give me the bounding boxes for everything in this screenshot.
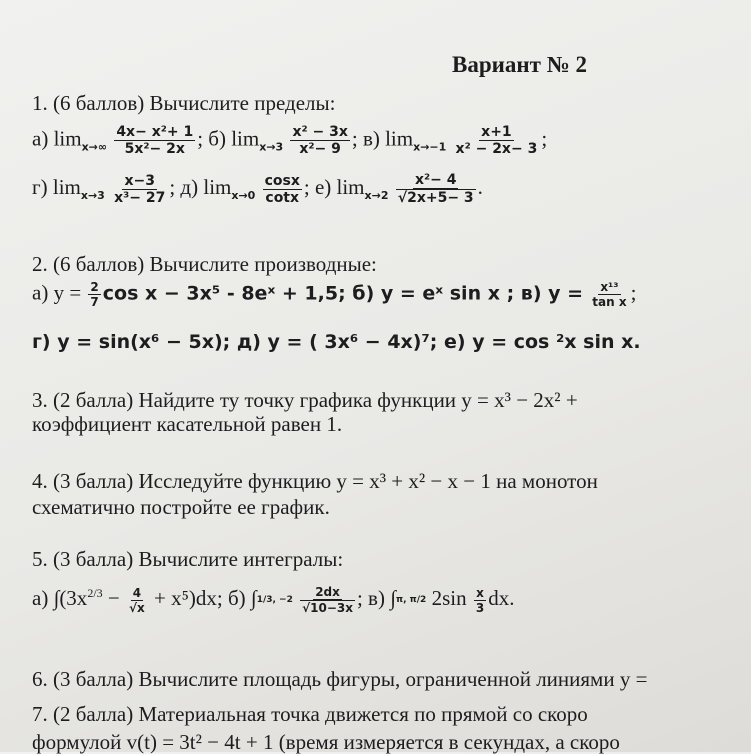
task-1c-fraction (454, 124, 540, 157)
task-5a-num: 4 (132, 585, 142, 600)
task-1g-den: x³− 27 (114, 189, 166, 206)
task-7-line-2: формулой v(t) = 3t² − 4t + 1 (время измеряется в секундах, а скоро (32, 730, 620, 754)
task-2a-mid: cos x − 3x⁵ - 8eˣ + 1,5; б) y = eˣ sin x ; в) y = (102, 282, 584, 305)
task-1-row-1 (32, 124, 547, 157)
task-2-row-2 (32, 330, 641, 353)
task-1d-label: ; д) lim (169, 174, 232, 199)
task-1e-label: ; е) lim (303, 174, 365, 199)
task-1e-end: . (477, 174, 483, 199)
variant-title: Вариант № 2 (452, 52, 588, 77)
task-1g-label: г) lim (32, 174, 81, 199)
task-5-row (32, 585, 514, 615)
task-5b-limits: 1/3, −2 (256, 595, 293, 605)
task-3-line-2: коэффициент касательной равен 1. (32, 412, 343, 436)
task-1b-den: x²− 9 (299, 141, 341, 157)
task-1b-label: ; б) lim (197, 126, 260, 151)
task-2a-fraction (88, 280, 100, 309)
task-5b-num: 2dx (315, 585, 340, 599)
task-1c-end: ; (541, 126, 548, 151)
task-1c-label: ; в) lim (351, 126, 414, 151)
task-1e-num: x²− 4 (414, 172, 457, 188)
task-5-heading: 5. (3 балла) Вычислите интегралы: (32, 547, 344, 571)
task-7-line-1: 7. (2 балла) Материальная точка движется по прямой со скоро (32, 702, 588, 726)
task-2-row-1 (32, 280, 636, 309)
task-1b-num: x² − 3x (292, 124, 348, 140)
task-5c-fraction (474, 586, 486, 615)
task-1d-num: cosx (264, 172, 300, 189)
task-5b-end: ; в) ∫ (356, 585, 396, 610)
task-1e-den: √2x+5− 3 (397, 190, 474, 206)
task-2v-num: x¹³ (600, 280, 619, 294)
task-1e-sub: x→2 (364, 188, 389, 202)
task-1e-fraction (396, 172, 476, 206)
task-1g-fraction (112, 173, 167, 206)
task-1a-fraction (114, 124, 195, 157)
task-1g-num: x−3 (124, 172, 155, 189)
task-3-line-1: 3. (2 балла) Найдите ту точку графика функции y = x³ − 2x² + (32, 388, 578, 412)
task-1a-sub: x→∞ (81, 140, 108, 154)
task-5c-den: 3 (475, 600, 485, 615)
task-2v-den: tan x (592, 295, 627, 309)
task-5a-den: √x (129, 600, 145, 615)
task-5a-fraction (127, 586, 147, 615)
task-1d-fraction (263, 173, 302, 206)
task-5c-end: dx. (488, 585, 515, 610)
task-1b-fraction (290, 124, 349, 157)
task-1d-sub: x→0 (231, 188, 256, 202)
task-1c-num: x+1 (481, 124, 512, 140)
task-5a-exp: 2/3 (87, 585, 103, 600)
task-1g-sub: x→3 (80, 188, 105, 202)
task-2a-end: ; (630, 280, 637, 305)
task-1-row-2 (32, 172, 483, 206)
task-1c-sub: x→−1 (413, 140, 447, 154)
task-1d-den: cotx (265, 189, 300, 206)
task-1b-sub: x→3 (259, 140, 284, 154)
task-5c-num: x (476, 585, 484, 600)
task-5c-limits: π, π/2 (395, 595, 427, 605)
task-1-heading: 1. (6 баллов) Вычислите пределы: (32, 91, 336, 115)
task-4-line-2: схематично постройте ее график. (32, 495, 330, 519)
task-2-heading: 2. (6 баллов) Вычислите производные: (32, 252, 377, 276)
task-5c-mid: 2sin (426, 585, 467, 610)
task-5a-mid: − (102, 585, 120, 610)
task-1a-den: 5x²− 2x (124, 141, 185, 157)
task-5a-pre: а) ∫(3x (32, 585, 88, 610)
task-1a-label: а) lim (32, 126, 82, 151)
task-5a-end: + x⁵)dx; б) ∫ (154, 585, 257, 610)
task-1c-den: x² − 2x− 3 (455, 141, 538, 157)
task-2v-fraction (590, 280, 628, 309)
task-2a-pre: а) y = (32, 280, 82, 305)
task-5b-den: √10−3x (302, 601, 353, 615)
task-1a-num: 4x− x²+ 1 (116, 124, 194, 140)
task-2-row-2-text: г) y = sin(x⁶ − 5x); д) y = ( 3x⁶ − 4x)⁷; е) y = cos ²x sin x. (32, 331, 641, 353)
task-4-line-1: 4. (3 балла) Исследуйте функцию y = x³ + x² − x − 1 на монотон (32, 469, 598, 493)
task-2a-den: 7 (90, 295, 99, 309)
task-5b-fraction (300, 585, 355, 615)
task-6-line-1: 6. (3 балла) Вычислите площадь фигуры, ограниченной линиями y = (32, 667, 648, 691)
task-2a-num: 2 (90, 280, 99, 294)
